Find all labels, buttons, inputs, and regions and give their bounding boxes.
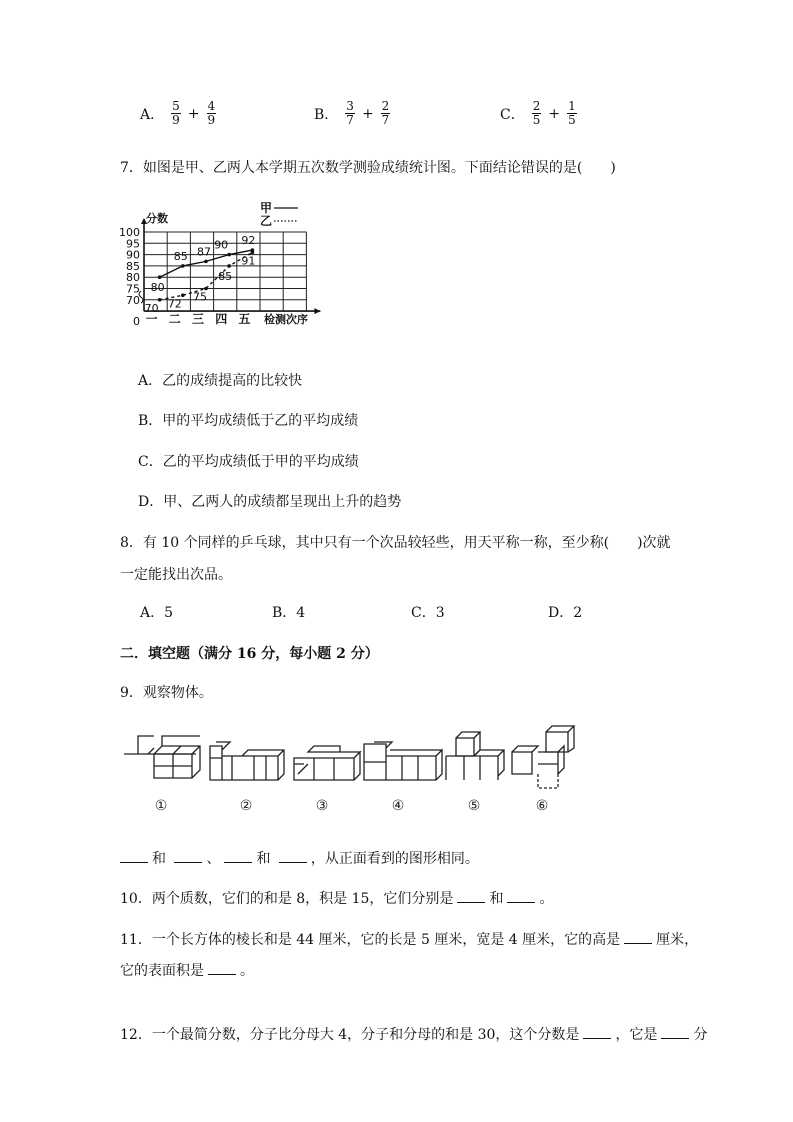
figure-label: ①	[154, 798, 168, 814]
q8-option-a: A．5	[140, 605, 174, 621]
x-tick-label: 五	[238, 312, 251, 327]
q8-line1: 8．有 10 个同样的乒乓球，其中只有一个次品较轻些，用天平称一称，至少称( )次就	[120, 535, 671, 551]
q7-option-c: C．乙的平均成绩低于甲的平均成绩	[138, 454, 359, 470]
y-tick-label: 90	[126, 248, 140, 262]
plus-sign: +	[361, 105, 374, 122]
q11-line1	[120, 929, 698, 949]
cube-figures	[118, 722, 588, 822]
data-label: 90	[214, 238, 229, 252]
cube-figure-1	[124, 736, 200, 778]
x-axis-label: 检测次序	[264, 313, 308, 327]
q9-answer	[120, 848, 479, 868]
plus-sign: +	[548, 105, 561, 122]
q11-line2	[120, 960, 254, 980]
fraction: $\frac{1}{5}$	[568, 99, 576, 127]
plus-sign: +	[187, 105, 200, 122]
cube-figure-3	[294, 746, 360, 780]
cube-figure-2	[210, 742, 284, 780]
figure-label: ③	[315, 798, 329, 814]
cube-figure-6	[512, 726, 574, 788]
answer-blank[interactable]	[583, 1026, 611, 1039]
answer-blank[interactable]	[507, 890, 535, 903]
legend-label: 甲	[260, 201, 273, 215]
q10	[120, 888, 553, 908]
y-tick-label: 70	[126, 293, 140, 307]
option-label: A．	[140, 106, 165, 123]
cube-figure-4	[364, 742, 442, 780]
fraction: $\frac{5}{9}$	[172, 99, 180, 127]
answer-blank[interactable]	[120, 850, 148, 863]
q9-stem: 9．观察物体。	[120, 685, 213, 701]
text: 和	[256, 851, 271, 867]
y-tick-label: 75	[126, 282, 140, 296]
data-label: 85	[173, 249, 188, 263]
q8-line2: 一定能找出次品。	[120, 567, 232, 583]
data-label: 80	[150, 281, 165, 295]
text: 分	[693, 1027, 708, 1043]
answer-blank[interactable]	[661, 1026, 689, 1039]
data-label: 92	[241, 234, 256, 248]
y-tick-label: 95	[126, 237, 140, 251]
option-label: C．	[500, 106, 525, 123]
data-label: 70	[144, 301, 159, 315]
data-point	[204, 260, 208, 264]
q7-option-b: B．甲的平均成绩低于乙的平均成绩	[138, 413, 359, 429]
data-point	[181, 264, 185, 268]
data-label: 72	[167, 297, 182, 311]
text: 和	[489, 891, 504, 907]
x-tick-label: 一	[145, 312, 158, 327]
y-axis-label: 分数	[146, 212, 168, 225]
q12	[120, 1024, 707, 1044]
question-text: 11．一个长方体的棱长和是 44 厘米，它的长是 5 厘米，宽是 4 厘米，它的高是	[120, 932, 621, 948]
y-tick-label: 85	[126, 259, 140, 273]
text: 。	[240, 963, 254, 979]
cube-figure-5	[446, 732, 504, 780]
text: 。	[539, 891, 554, 907]
x-tick-label: 三	[191, 312, 205, 327]
answer-blank[interactable]	[279, 850, 307, 863]
text: ，从正面看到的图形相同。	[310, 851, 479, 867]
question-text: 12．一个最简分数，分子比分母大 4，分子和分母的和是 30，这个分数是	[120, 1027, 580, 1043]
q7-option-a: A．乙的成绩提高的比较快	[138, 373, 303, 389]
q7-option-d: D．甲、乙两人的成绩都呈现出上升的趋势	[138, 494, 402, 510]
x-tick-label: 四	[215, 312, 228, 327]
q8-option-b: B．4	[272, 605, 306, 621]
answer-blank[interactable]	[457, 890, 485, 903]
legend-label: 乙	[260, 214, 273, 228]
data-label: 91	[241, 254, 256, 268]
fraction: $\frac{3}{7}$	[346, 99, 354, 127]
text: 厘米，	[656, 932, 699, 948]
answer-blank[interactable]	[224, 850, 252, 863]
fraction: $\frac{2}{5}$	[532, 99, 541, 127]
q8-option-d: D．2	[548, 605, 583, 621]
section-title: 二．填空题（满分 16 分，每小题 2 分）	[120, 646, 379, 662]
x-axis-arrow	[314, 308, 320, 314]
y-tick-label: 80	[126, 271, 140, 285]
fraction: $\frac{2}{7}$	[381, 99, 390, 127]
option-b	[314, 100, 391, 127]
data-label: 75	[193, 290, 207, 304]
option-a	[140, 100, 217, 127]
fraction: $\frac{4}{9}$	[207, 99, 216, 127]
y-tick-label: 0	[133, 315, 140, 329]
text: 、	[206, 851, 221, 867]
x-tick-label: 二	[168, 312, 181, 327]
q7-stem: 7．如图是甲、乙两人本学期五次数学测验成绩统计图。下面结论错误的是( )	[120, 160, 616, 176]
q8-option-c: C．3	[411, 605, 445, 621]
text: 和	[152, 851, 166, 867]
text: ，它是	[615, 1027, 658, 1043]
data-point	[227, 264, 231, 268]
option-label: B．	[314, 106, 339, 123]
option-c	[500, 100, 578, 127]
data-label: 87	[197, 245, 211, 259]
answer-blank[interactable]	[174, 850, 202, 863]
figure-label: ⑥	[535, 798, 549, 814]
question-text: 它的表面积是	[120, 963, 204, 979]
line-chart	[118, 198, 330, 343]
data-label: 85	[218, 269, 233, 283]
data-point	[158, 275, 162, 279]
answer-blank[interactable]	[624, 931, 652, 944]
data-point	[227, 253, 231, 257]
figure-label: ④	[391, 798, 405, 814]
figure-label: ②	[239, 798, 253, 814]
answer-blank[interactable]	[208, 962, 236, 975]
question-text: 10．两个质数，它们的和是 8，积是 15，它们分别是	[120, 891, 454, 907]
figure-label: ⑤	[467, 798, 481, 814]
y-tick-label: 100	[119, 226, 140, 239]
